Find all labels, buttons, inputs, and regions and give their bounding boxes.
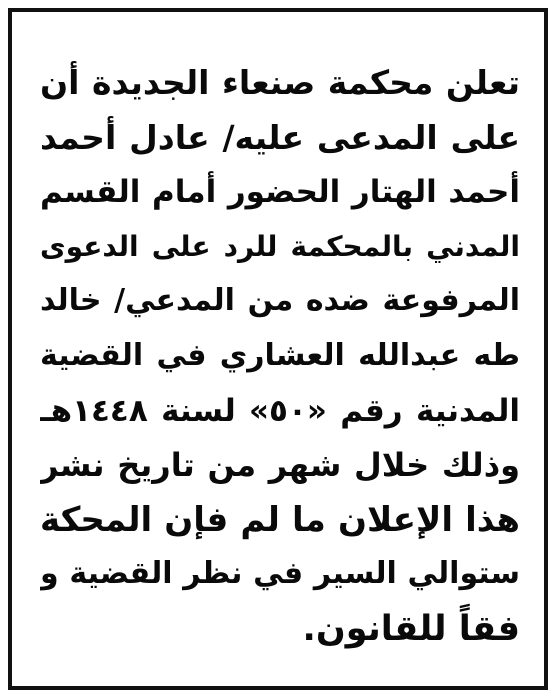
notice-body — [40, 56, 520, 657]
notice-line-7: المدنية رقم «٥٠» لسنة ١٤٤٨هـ — [40, 392, 520, 429]
notice-frame — [8, 8, 548, 690]
notice-line-2: على المدعى عليه/ عادل أحمد — [40, 117, 520, 157]
notice-line-5: المرفوعة ضده من المدعي/ خالد — [40, 283, 520, 319]
notice-line-3: أحمد الهتار الحضور أمام القسم — [40, 174, 520, 211]
notice-line-6: طه عبدالله العشاري في القضية — [40, 337, 520, 373]
notice-line-10: ستوالي السير في نظر القضية و — [40, 556, 520, 592]
notice-line-8: وذلك خلال شهر من تاريخ نشر — [40, 446, 520, 485]
notice-line-1: تعلن محكمة صنعاء الجديدة أن — [40, 63, 520, 102]
notice-line-4: المدني بالمحكمة للرد على الدعوى — [40, 229, 520, 263]
notice-line-11: فقاً للقانون. — [302, 608, 520, 649]
notice-line-9: هذا الإعلان ما لم فإن المحكة — [40, 499, 520, 540]
